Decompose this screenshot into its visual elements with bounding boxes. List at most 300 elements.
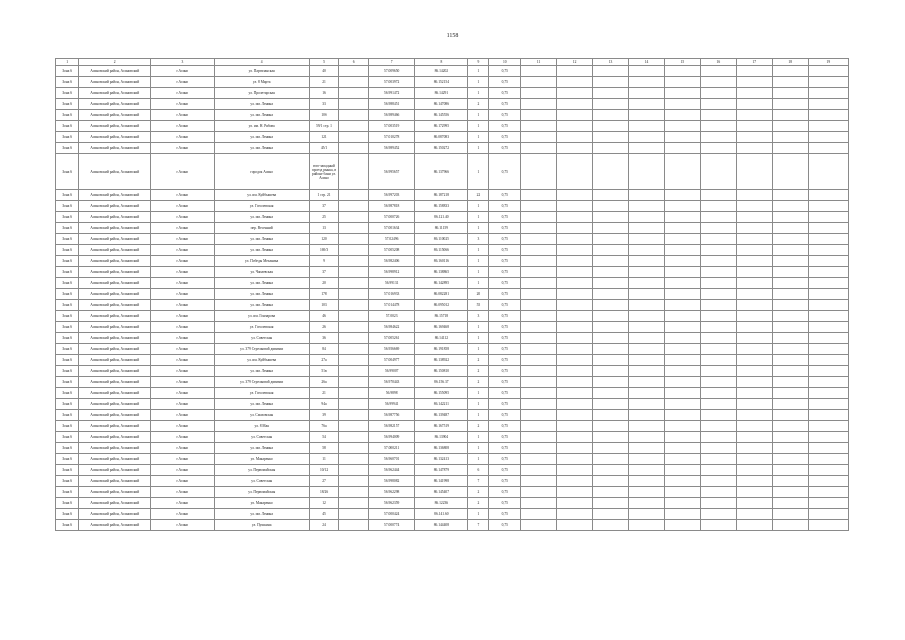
table-cell: 56.960701 [368, 454, 415, 465]
table-cell [593, 432, 629, 443]
table-cell: ул. Первомайская [214, 487, 309, 498]
table-cell: 86.152154 [415, 77, 468, 88]
table-cell [628, 311, 664, 322]
table-cell: Зона 6 [56, 300, 79, 311]
table-cell: г.Асино [151, 487, 214, 498]
table-cell: 0,75 [489, 99, 521, 110]
column-header: 18 [772, 59, 808, 66]
table-cell [700, 201, 736, 212]
table-row [56, 190, 849, 201]
table-cell [593, 66, 629, 77]
table-row [56, 223, 849, 234]
table-cell: г.Асино [151, 344, 214, 355]
table-cell: Асиновский район, Асиновский [79, 487, 151, 498]
table-cell [808, 212, 848, 223]
table-cell: Зона 6 [56, 344, 79, 355]
table-cell [736, 201, 772, 212]
table-cell [664, 300, 700, 311]
table-cell [772, 322, 808, 333]
table-cell [557, 344, 593, 355]
table-cell [593, 278, 629, 289]
table-cell [339, 333, 369, 344]
table-cell [736, 256, 772, 267]
table-cell [557, 278, 593, 289]
table-cell [700, 399, 736, 410]
table-cell: ул. 8 Марта [214, 77, 309, 88]
table-cell [521, 110, 557, 121]
table-cell [664, 289, 700, 300]
table-cell: 0,75 [489, 110, 521, 121]
table-cell: ул. им. Куйбышева [214, 355, 309, 366]
table-cell [772, 355, 808, 366]
table-row [56, 121, 849, 132]
table-cell: 22 [468, 190, 489, 201]
table-cell [593, 267, 629, 278]
table-cell [700, 421, 736, 432]
table-cell [772, 143, 808, 154]
table-cell [736, 333, 772, 344]
table-cell: ул. им. Ленина [214, 245, 309, 256]
table-cell: г.Асино [151, 77, 214, 88]
table-cell: 86.191858 [415, 344, 468, 355]
table-cell: ул. Партизанская [214, 66, 309, 77]
table-cell: 0,75 [489, 212, 521, 223]
table-cell: Зона 6 [56, 443, 79, 454]
table-row [56, 201, 849, 212]
table-cell [808, 399, 848, 410]
table-cell: Зона 6 [56, 234, 79, 245]
table-cell: ул. 8 Мая [214, 421, 309, 432]
table-cell [808, 388, 848, 399]
table-cell: 2 [468, 421, 489, 432]
table-cell: Зона 6 [56, 355, 79, 366]
table-cell: 57.005208 [368, 245, 415, 256]
table-cell [628, 278, 664, 289]
table-row [56, 355, 849, 366]
table-cell [557, 190, 593, 201]
table-cell [808, 498, 848, 509]
table-cell [628, 322, 664, 333]
table-cell [521, 498, 557, 509]
table-cell [772, 267, 808, 278]
table-cell: 56.982157 [368, 421, 415, 432]
table-cell: 57.000211 [368, 443, 415, 454]
table-cell [808, 121, 848, 132]
table-cell: 86.132413 [415, 454, 468, 465]
column-header: 9 [468, 59, 489, 66]
table-cell [808, 267, 848, 278]
table-cell [700, 143, 736, 154]
table-cell: г.Асино [151, 410, 214, 421]
table-cell: г.Асино [151, 355, 214, 366]
table-cell [593, 201, 629, 212]
table-cell [772, 344, 808, 355]
table-cell: 86.136808 [415, 443, 468, 454]
table-cell: Зона 6 [56, 143, 79, 154]
table-cell: 1 [468, 333, 489, 344]
table-cell: Зона 6 [56, 322, 79, 333]
table-cell: ул. Советская [214, 476, 309, 487]
column-header: 11 [521, 59, 557, 66]
table-cell [736, 509, 772, 520]
table-cell [772, 245, 808, 256]
table-cell [808, 245, 848, 256]
table-cell: ул. Советская [214, 333, 309, 344]
table-cell [628, 132, 664, 143]
table-row [56, 289, 849, 300]
table-cell [521, 377, 557, 388]
table-cell: г.Асино [151, 121, 214, 132]
table-cell [664, 245, 700, 256]
table-cell: ул. им. Ленина [214, 212, 309, 223]
table-cell [557, 212, 593, 223]
column-header: 4 [214, 59, 309, 66]
table-cell: 0,75 [489, 190, 521, 201]
table-cell [557, 487, 593, 498]
table-cell: 27а [309, 355, 339, 366]
table-cell: 86.137966 [415, 154, 468, 190]
table-cell [628, 355, 664, 366]
table-cell [700, 212, 736, 223]
table-cell: 56.987756 [368, 410, 415, 421]
table-cell [772, 212, 808, 223]
table-cell: ул. им. Н. Рябова [214, 121, 309, 132]
table-cell: Зона 6 [56, 311, 79, 322]
table-cell: 0,75 [489, 311, 521, 322]
table-cell: 2 [468, 355, 489, 366]
table-row [56, 454, 849, 465]
table-cell [557, 377, 593, 388]
table-cell [339, 410, 369, 421]
table-cell: ул. Чапаевская [214, 267, 309, 278]
table-cell: Зона 6 [56, 454, 79, 465]
table-cell [772, 201, 808, 212]
table-cell [736, 278, 772, 289]
table-cell: Зона 6 [56, 245, 79, 256]
table-cell: 18/26 [309, 487, 339, 498]
table-cell [736, 77, 772, 88]
table-cell: Асиновский район, Асиновский [79, 99, 151, 110]
table-cell: Асиновский район, Асиновский [79, 154, 151, 190]
table-cell: 0,75 [489, 121, 521, 132]
table-cell [772, 256, 808, 267]
table-cell: Асиновский район, Асиновский [79, 245, 151, 256]
table-cell [772, 443, 808, 454]
table-cell [557, 333, 593, 344]
table-cell [772, 454, 808, 465]
table-cell: 13 [309, 223, 339, 234]
table-cell [521, 388, 557, 399]
table-cell [339, 121, 369, 132]
table-cell [557, 245, 593, 256]
table-cell: Асиновский район, Асиновский [79, 421, 151, 432]
table-cell: ул. им. Гончарова [214, 311, 309, 322]
table-cell [736, 289, 772, 300]
table-cell: 0,75 [489, 421, 521, 432]
table-cell [700, 454, 736, 465]
table-cell [521, 476, 557, 487]
table-cell [339, 143, 369, 154]
table-cell: 37 [309, 267, 339, 278]
table-cell [808, 256, 848, 267]
table-row [56, 443, 849, 454]
table-cell: 12 [309, 498, 339, 509]
table-row [56, 110, 849, 121]
table-cell: 56.982406 [368, 256, 415, 267]
table-cell: 86.156.37 [415, 377, 468, 388]
table-cell: 2 [468, 99, 489, 110]
table-cell: Зона 6 [56, 465, 79, 476]
table-cell: Зона 6 [56, 421, 79, 432]
table-cell [339, 432, 369, 443]
table-row [56, 366, 849, 377]
table-cell [339, 487, 369, 498]
table-cell: 169/3 [309, 245, 339, 256]
table-cell: 1 [468, 432, 489, 443]
table-cell: 20 [309, 278, 339, 289]
table-cell: 0,75 [489, 267, 521, 278]
table-cell: 1 [468, 245, 489, 256]
table-cell: 57.000774 [368, 520, 415, 531]
column-header: 14 [628, 59, 664, 66]
table-cell: 26а [309, 377, 339, 388]
table-cell: 86.158833 [415, 201, 468, 212]
table-cell: 56.988451 [368, 99, 415, 110]
table-cell: 56.9898 [368, 388, 415, 399]
table-cell [557, 77, 593, 88]
table-cell: 25 [309, 212, 339, 223]
table-cell [700, 377, 736, 388]
table-cell [808, 454, 848, 465]
table-cell [664, 223, 700, 234]
table-cell [593, 289, 629, 300]
table-cell: 1 [468, 223, 489, 234]
table-cell [557, 355, 593, 366]
table-cell [521, 256, 557, 267]
table-cell [664, 355, 700, 366]
table-cell [593, 110, 629, 121]
table-cell [339, 212, 369, 223]
table-cell: 26 [309, 322, 339, 333]
table-cell [593, 355, 629, 366]
table-cell [808, 366, 848, 377]
table-cell [700, 77, 736, 88]
table-cell [808, 333, 848, 344]
table-cell [521, 121, 557, 132]
table-cell: 56.984622 [368, 322, 415, 333]
table-cell [808, 476, 848, 487]
table-cell [664, 311, 700, 322]
table-cell: 6 [468, 465, 489, 476]
table-cell: 86.142211 [415, 399, 468, 410]
table-cell [664, 66, 700, 77]
table-cell [557, 399, 593, 410]
table-row [56, 377, 849, 388]
table-cell: 57.000424 [368, 509, 415, 520]
table-cell: Зона 6 [56, 110, 79, 121]
table-cell [664, 154, 700, 190]
table-cell: 1 [468, 410, 489, 421]
table-cell [736, 465, 772, 476]
table-cell [664, 77, 700, 88]
table-cell: юго-западный проезд рынка, в районе бани ул. Асино [309, 154, 339, 190]
table-cell: г.Асино [151, 421, 214, 432]
table-cell: 0,75 [489, 234, 521, 245]
table-cell [700, 355, 736, 366]
table-cell [339, 322, 369, 333]
table-cell [593, 498, 629, 509]
table-cell: ул. им. Куйбышева [214, 190, 309, 201]
table-cell: 3 [468, 234, 489, 245]
table-cell [521, 344, 557, 355]
data-table [55, 58, 849, 531]
table-row [56, 245, 849, 256]
table-cell: 57.001634 [368, 223, 415, 234]
table-cell: 1 [468, 66, 489, 77]
table-cell: 3 [468, 311, 489, 322]
table-cell [339, 278, 369, 289]
table-cell: 86.147879 [415, 465, 468, 476]
table-row [56, 212, 849, 223]
table-cell [808, 377, 848, 388]
table-row [56, 132, 849, 143]
table-cell: 86.12236 [415, 498, 468, 509]
table-cell [521, 132, 557, 143]
table-cell [808, 289, 848, 300]
table-row [56, 267, 849, 278]
table-cell [700, 223, 736, 234]
table-cell: 86.155095 [415, 388, 468, 399]
table-cell [339, 110, 369, 121]
table-cell [664, 88, 700, 99]
table-cell [736, 355, 772, 366]
table-cell: 0,75 [489, 465, 521, 476]
table-cell [628, 121, 664, 132]
table-cell: Асиновский район, Асиновский [79, 388, 151, 399]
table-row [56, 399, 849, 410]
table-cell: 86.138922 [415, 355, 468, 366]
table-cell: г.Асино [151, 132, 214, 143]
table-cell: 0,75 [489, 520, 521, 531]
table-cell [736, 421, 772, 432]
table-cell [808, 432, 848, 443]
table-cell [628, 498, 664, 509]
table-cell [808, 300, 848, 311]
column-header: 7 [368, 59, 415, 66]
table-cell: 7 [468, 476, 489, 487]
table-cell [736, 454, 772, 465]
table-cell [593, 509, 629, 520]
table-cell [557, 88, 593, 99]
table-cell: 57.014478 [368, 300, 415, 311]
table-cell [628, 223, 664, 234]
table-cell: Асиновский район, Асиновский [79, 121, 151, 132]
table-cell [736, 212, 772, 223]
column-header: 13 [593, 59, 629, 66]
table-cell: 0,75 [489, 143, 521, 154]
table-cell [808, 77, 848, 88]
table-cell [664, 344, 700, 355]
table-cell [808, 88, 848, 99]
column-header: 8 [415, 59, 468, 66]
table-cell [339, 476, 369, 487]
table-cell [521, 421, 557, 432]
table-cell [339, 300, 369, 311]
table-cell [339, 421, 369, 432]
table-cell: Зона 6 [56, 278, 79, 289]
table-cell: Зона 6 [56, 498, 79, 509]
table-cell [664, 443, 700, 454]
table-cell: 94а [309, 399, 339, 410]
table-cell [772, 432, 808, 443]
table-cell: 56.99941 [368, 399, 415, 410]
table-cell [736, 388, 772, 399]
table-cell [628, 190, 664, 201]
table-cell [557, 498, 593, 509]
table-cell [808, 99, 848, 110]
table-cell [664, 99, 700, 110]
table-cell: Асиновский район, Асиновский [79, 66, 151, 77]
table-cell [521, 300, 557, 311]
table-cell [339, 66, 369, 77]
table-cell: Зона 6 [56, 88, 79, 99]
table-cell: 1 [468, 454, 489, 465]
table-cell [339, 311, 369, 322]
table-cell [557, 110, 593, 121]
table-cell: ул. Макаренко [214, 454, 309, 465]
table-cell: 7 [468, 520, 489, 531]
table-cell: 0,75 [489, 322, 521, 333]
table-cell: Асиновский район, Асиновский [79, 311, 151, 322]
table-cell [700, 132, 736, 143]
table-cell: 0,75 [489, 388, 521, 399]
table-cell [772, 509, 808, 520]
table-cell: 1 [468, 77, 489, 88]
table-cell: 56.989466 [368, 110, 415, 121]
table-cell [700, 88, 736, 99]
table-cell [628, 366, 664, 377]
table-cell [557, 454, 593, 465]
table-cell [664, 333, 700, 344]
table-cell [700, 344, 736, 355]
table-cell: г.Асино [151, 212, 214, 223]
table-cell [339, 256, 369, 267]
table-cell: 0,75 [489, 509, 521, 520]
table-cell: 0,75 [489, 256, 521, 267]
table-cell: 86.121.40 [415, 212, 468, 223]
table-cell: 46 [309, 311, 339, 322]
table-row [56, 88, 849, 99]
table-cell [736, 520, 772, 531]
table-cell [700, 465, 736, 476]
table-cell [628, 333, 664, 344]
table-cell [700, 110, 736, 121]
table-cell: Асиновский район, Асиновский [79, 344, 151, 355]
table-cell: 0,75 [489, 344, 521, 355]
table-cell: 0,75 [489, 223, 521, 234]
table-cell [664, 110, 700, 121]
table-cell [593, 311, 629, 322]
table-cell [593, 88, 629, 99]
table-cell: г.Асино [151, 99, 214, 110]
table-cell [628, 267, 664, 278]
table-cell: 86.150810 [415, 366, 468, 377]
table-cell: Асиновский район, Асиновский [79, 143, 151, 154]
table-cell [521, 77, 557, 88]
table-cell: Асиновский район, Асиновский [79, 498, 151, 509]
table-cell: городок Асино [214, 154, 309, 190]
table-cell [339, 465, 369, 476]
